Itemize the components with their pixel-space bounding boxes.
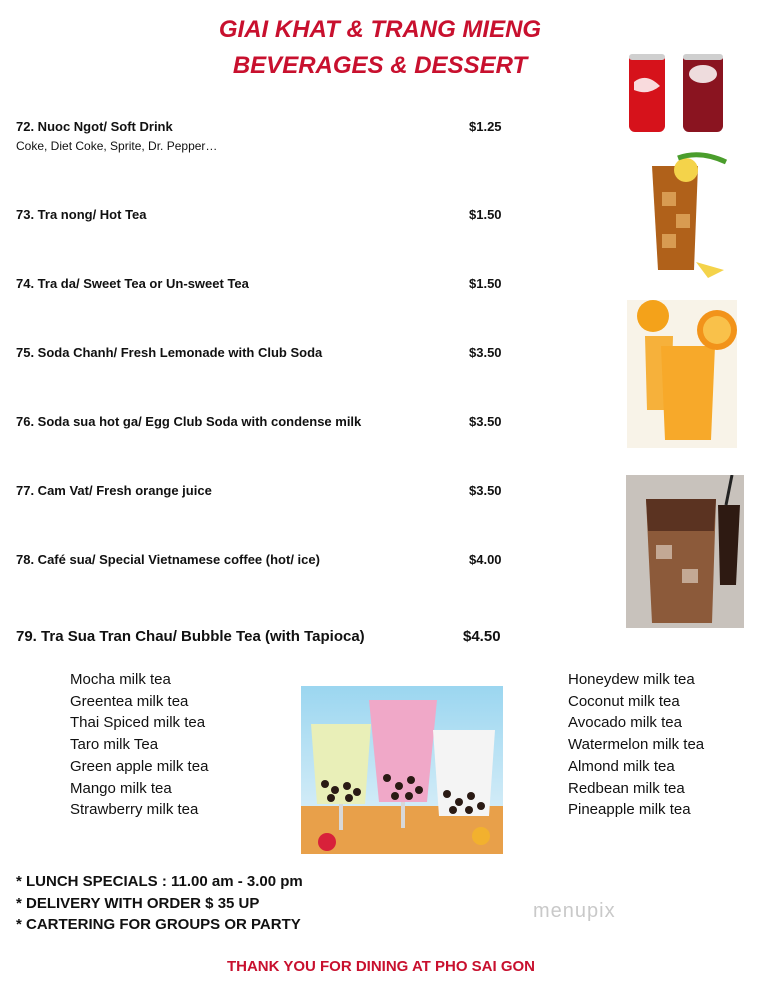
flavor-item: Greentea milk tea bbox=[70, 692, 189, 710]
flavor-item: Watermelon milk tea bbox=[568, 736, 705, 754]
flavor-item: Honeydew milk tea bbox=[568, 671, 695, 688]
flavor-item: Strawberry milk tea bbox=[70, 801, 199, 819]
note-lunch-specials: * LUNCH SPECIALS : 11.00 am - 3.00 pm bbox=[16, 873, 303, 890]
item-price: $3.50 bbox=[469, 414, 502, 429]
item-price: $1.50 bbox=[469, 207, 502, 222]
item-name: 78. Café sua/ Special Vietnamese coffee (hot/ ice) bbox=[16, 552, 320, 567]
item-price: $3.50 bbox=[469, 345, 502, 360]
flavor-item: Mango milk tea bbox=[70, 779, 172, 797]
flavor-item: Thai Spiced milk tea bbox=[70, 714, 206, 732]
special-notes bbox=[16, 871, 303, 936]
soda-cans-image bbox=[626, 52, 726, 134]
item-name: 77. Cam Vat/ Fresh orange juice bbox=[16, 483, 212, 498]
flavor-item: Taro milk Tea bbox=[70, 736, 159, 754]
item-name: 76. Soda sua hot ga/ Egg Club Soda with condense milk bbox=[16, 414, 362, 429]
flavor-item: Redbean milk tea bbox=[568, 779, 685, 797]
item-price: $1.50 bbox=[469, 276, 502, 291]
item-price: $3.50 bbox=[469, 483, 502, 498]
bubble-tea-image bbox=[301, 686, 503, 854]
vietnamese-coffee-image bbox=[626, 475, 744, 628]
menu-title-vietnamese: GIAI KHAT & TRANG MIENG bbox=[218, 16, 542, 43]
flavor-item: Coconut milk tea bbox=[568, 692, 680, 710]
item-name: 73. Tra nong/ Hot Tea bbox=[16, 207, 147, 222]
item-name: 79. Tra Sua Tran Chau/ Bubble Tea (with Tapioca) bbox=[16, 628, 365, 645]
flavor-item: Green apple milk tea bbox=[70, 757, 209, 775]
item-name: 75. Soda Chanh/ Fresh Lemonade with Club Soda bbox=[16, 345, 323, 360]
note-catering: * CARTERING FOR GROUPS OR PARTY bbox=[16, 916, 301, 933]
flavor-item: Pineapple milk tea bbox=[568, 801, 691, 819]
lemonade-image bbox=[627, 300, 737, 448]
flavor-item: Almond milk tea bbox=[568, 757, 675, 775]
item-name: 72. Nuoc Ngot/ Soft Drink bbox=[16, 119, 173, 134]
footer-thank-you: THANK YOU FOR DINING AT PHO SAI GON bbox=[226, 958, 536, 975]
item-description: Coke, Diet Coke, Sprite, Dr. Pepper… bbox=[16, 139, 218, 153]
menu-title-english: BEVERAGES & DESSERT bbox=[232, 52, 528, 79]
item-price: $4.00 bbox=[469, 552, 502, 567]
flavor-item: Mocha milk tea bbox=[70, 671, 171, 688]
note-delivery: * DELIVERY WITH ORDER $ 35 UP bbox=[16, 894, 260, 912]
item-name: 74. Tra da/ Sweet Tea or Un-sweet Tea bbox=[16, 276, 249, 291]
watermark: menupix bbox=[533, 900, 616, 922]
flavor-item: Avocado milk tea bbox=[568, 714, 682, 732]
item-price: $1.25 bbox=[469, 119, 502, 134]
bubble-tea-flavors-right bbox=[568, 669, 704, 821]
item-price: $4.50 bbox=[463, 628, 501, 645]
bubble-tea-flavors-left bbox=[70, 669, 208, 821]
iced-tea-image bbox=[648, 152, 730, 280]
